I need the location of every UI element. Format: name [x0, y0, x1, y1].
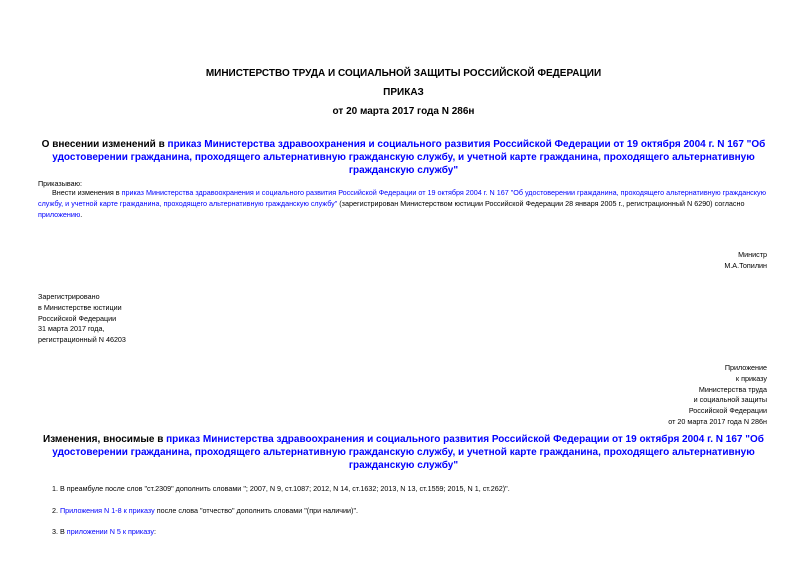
appendix-note-line: и социальной защиты: [693, 395, 767, 405]
appendix-note-line: от 20 марта 2017 года N 286н: [668, 416, 767, 426]
order-word: Приказываю:: [38, 179, 82, 188]
appendices-1-8-link[interactable]: Приложения N 1-8 к приказу: [60, 506, 155, 515]
registration-line: Российской Федерации: [38, 313, 117, 323]
signature-name: М.А.Топилин: [724, 260, 767, 270]
item3-prefix: 3. В: [52, 527, 67, 536]
doc-type-heading: ПРИКАЗ: [383, 87, 424, 98]
signature-position: Министр: [738, 250, 767, 259]
order-intro: Внести изменения в: [52, 188, 122, 197]
changes-title: [40, 433, 767, 472]
order-paragraph: [38, 187, 769, 220]
changes-order-link[interactable]: приказ Министерства здравоохранения и социального развития Российской Федерации от 19 октября 2004 г. N 167 "Об удостоверении гражданина, проходящего альтернативную гражданскую службу, и учетной карте гражданина, проходящего альтернативную гражданскую службу": [52, 434, 764, 471]
item2-prefix: 2.: [52, 506, 60, 515]
item2-rest: после слова "отчество" дополнить словами "(при наличии)".: [154, 506, 358, 515]
appendix-5-link[interactable]: приложении N 5 к приказу: [66, 527, 154, 536]
document-title: [40, 138, 767, 177]
registration-block: [38, 292, 126, 346]
signature-block: [724, 250, 767, 272]
appendix-note-line: Российской Федерации: [688, 406, 767, 416]
doc-date-heading: от 20 марта 2017 года N 286н: [332, 106, 475, 117]
appendix-note-line: к приказу: [735, 373, 767, 383]
changes-title-prefix: Изменения, вносимые в: [43, 434, 167, 445]
change-item-3: [52, 526, 156, 537]
title-order-link[interactable]: приказ Министерства здравоохранения и социального развития Российской Федерации от 19 октября 2004 г. N 167 "Об удостоверении гражданина, проходящего альтернативную гражданскую службу, и учетной карте гражданина, проходящего альтернативную гражданскую службу": [52, 139, 766, 176]
change-item-1: 1. В преамбуле после слов "ст.2309" дополнить словами "; 2007, N 9, ст.1087; 2012, N 14, ст.1632; 2013, N 13, ст.1559; 2015, N 1, ст.262)".: [52, 484, 510, 493]
order-middle: (зарегистрирован Министерством юстиции Российской Федерации 28 января 2005 г., регистрационный N 6290) согласно: [337, 199, 745, 208]
appendix-link[interactable]: приложению: [38, 210, 81, 219]
item3-rest: :: [153, 527, 156, 536]
registration-line: регистрационный N 46203: [38, 335, 126, 345]
appendix-note-block: [668, 363, 767, 428]
title-prefix: О внесении изменений в: [41, 139, 168, 150]
appendix-note-line: Министерства труда: [698, 384, 767, 394]
change-item-2: [52, 505, 358, 516]
registration-line: 31 марта 2017 года,: [38, 324, 105, 334]
registration-line: в Министерстве юстиции: [38, 302, 122, 312]
appendix-note-line: Приложение: [724, 363, 767, 372]
registration-line: Зарегистрировано: [38, 292, 100, 301]
order-link[interactable]: приказ Министерства здравоохранения и социального развития Российской Федерации от 19 октября 2004 г. N 167 "Об удостоверении гражданина, проходящего альтернативную гражданскую службу, и учетной карте гражданина, проходящего альтернативную гражданскую службу": [38, 188, 766, 208]
order-end: .: [80, 210, 83, 219]
ministry-heading: МИНИСТЕРСТВО ТРУДА И СОЦИАЛЬНОЙ ЗАЩИТЫ РОССИЙСКОЙ ФЕДЕРАЦИИ: [205, 68, 602, 79]
